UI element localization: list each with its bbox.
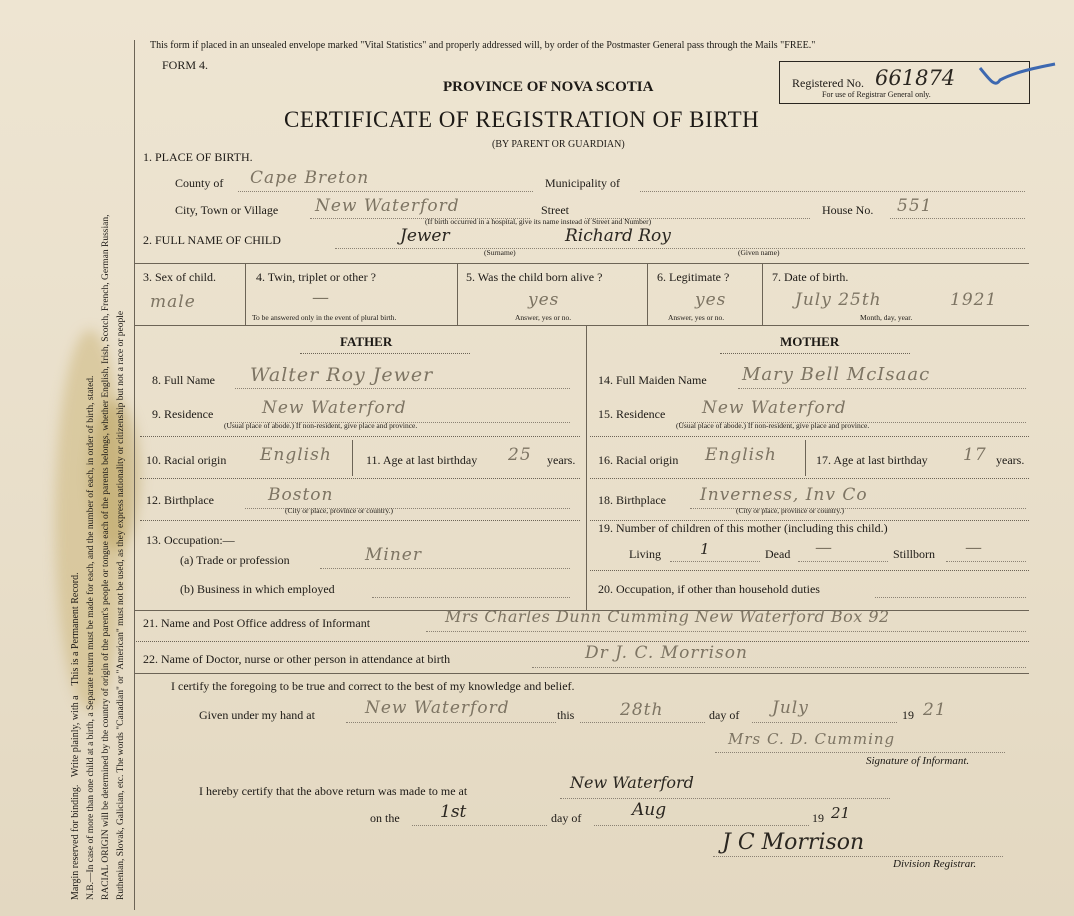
given-year: 21 [923, 700, 947, 720]
given-place: New Waterford [365, 698, 510, 718]
certify-text: I certify the foregoing to be true and correct to the best of my knowledge and belief. [171, 679, 575, 693]
hospital-note: (If birth occurred in a hospital, give its name instead of Street and Number) [425, 217, 652, 226]
city-label: City, Town or Village [175, 203, 279, 217]
twin-note: To be answered only in the event of plural birth. [252, 313, 397, 322]
father-residence-label: 9. Residence [152, 407, 214, 421]
mother-birthplace-label: 18. Birthplace [598, 493, 666, 507]
given-caption: (Given name) [738, 248, 780, 257]
given-label: Given under my hand at [199, 708, 315, 722]
child-surname: Jewer [400, 226, 450, 246]
father-racial-value: English [260, 445, 332, 465]
registrar-year-prefix: 19 [812, 811, 824, 825]
signature-caption: Signature of Informant. [866, 755, 970, 767]
page-subtitle: (BY PARENT OR GUARDIAN) [492, 139, 625, 150]
dob-year: 1921 [950, 290, 998, 310]
father-residence-note: (Usual place of abode.) If non-resident, give place and province. [224, 421, 418, 430]
mother-racial-value: English [705, 445, 777, 465]
province-heading: PROVINCE OF NOVA SCOTIA [443, 79, 654, 95]
margin-note-binding: Margin reserved for binding. Write plainly, with a This is a Permanent Record. [70, 572, 81, 900]
father-birthplace-value: Boston [268, 485, 334, 505]
given-day-label: day of [709, 708, 740, 722]
registrar-caption: Division Registrar. [893, 858, 977, 870]
father-birthplace-note: (City or place, province or country.) [285, 506, 394, 515]
place-heading: 1. PLACE OF BIRTH. [143, 150, 253, 164]
given-day: 28th [620, 700, 664, 720]
surname-caption: (Surname) [484, 248, 516, 257]
twin-value: — [312, 288, 330, 308]
margin-note-nb: N.B.—In case of more than one child at a birth, a Separate return must be made for each, and the number of each, in order of birth, stated. [86, 375, 96, 900]
mother-occupation-label: 20. Occupation, if other than household duties [598, 582, 820, 596]
father-trade-label: (a) Trade or profession [180, 553, 290, 567]
form-left-border [134, 40, 135, 910]
county-value: Cape Breton [250, 168, 370, 188]
mother-name-value: Mary Bell McIsaac [742, 364, 931, 385]
informant-signature: Mrs C. D. Cumming [728, 730, 896, 748]
mother-years: years. [996, 453, 1025, 467]
mother-heading: MOTHER [780, 334, 840, 349]
mother-residence-label: 15. Residence [598, 407, 666, 421]
alive-value: yes [528, 290, 560, 310]
city-value: New Waterford [315, 196, 460, 216]
dead-label: Dead [765, 547, 791, 561]
father-birthplace-label: 12. Birthplace [146, 493, 214, 507]
alive-label: 5. Was the child born alive ? [466, 270, 603, 284]
given-month: July [772, 698, 809, 718]
registrar-day-label: day of [551, 811, 582, 825]
alive-note: Answer, yes or no. [515, 313, 572, 322]
father-trade-value: Miner [365, 545, 422, 565]
registrar-note: For use of Registrar General only. [822, 90, 931, 99]
stillborn-value: — [965, 538, 983, 558]
mother-birthplace-value: Inverness, Inv Co [700, 485, 868, 505]
mother-age-label: 17. Age at last birthday [816, 453, 928, 467]
page-title: CERTIFICATE OF REGISTRATION OF BIRTH [284, 107, 760, 132]
informant-value: Mrs Charles Dunn Cumming New Waterford Box 92 [445, 607, 890, 626]
legit-label: 6. Legitimate ? [657, 270, 730, 284]
father-age-value: 25 [508, 445, 532, 465]
stillborn-label: Stillborn [893, 547, 936, 561]
living-value: 1 [700, 540, 710, 558]
father-name-value: Walter Roy Jewer [250, 364, 434, 386]
margin-note-racial: RACIAL ORIGIN will be determined by the country of origin of the parent's people or tongue each of the parents belongs, whether English, Irish, Scotch, French, German Russian, [101, 214, 111, 900]
margin-note-racial-2: Ruthenian, Slovak, Galician, etc. The words "Canadian" or "American" must not be used, as they express nationality or citizenship but not a race or people [116, 310, 126, 900]
doctor-value: Dr J. C. Morrison [585, 643, 748, 663]
mother-residence-value: New Waterford [702, 398, 847, 418]
age-stain-2 [90, 400, 140, 550]
mail-note: This form if placed in an unsealed envelope marked "Vital Statistics" and properly addressed will, by order of the Postmaster General pass through the Mails "FREE." [150, 40, 816, 51]
doctor-label: 22. Name of Doctor, nurse or other person in attendance at birth [143, 652, 451, 666]
dead-value: — [815, 538, 833, 558]
father-occupation-label: 13. Occupation:— [146, 533, 235, 547]
mother-name-label: 14. Full Maiden Name [598, 373, 707, 387]
on-the-label: on the [370, 811, 400, 825]
mother-children-label: 19. Number of children of this mother (including this child.) [598, 521, 888, 535]
registrar-text: I hereby certify that the above return was made to me at [199, 784, 468, 798]
father-name-label: 8. Full Name [152, 373, 215, 387]
father-racial-label: 10. Racial origin [146, 453, 227, 467]
registrar-year: 21 [831, 804, 851, 822]
sex-label: 3. Sex of child. [143, 270, 216, 284]
mother-age-value: 17 [963, 445, 987, 465]
legit-value: yes [695, 290, 727, 310]
registrar-place: New Waterford [570, 773, 694, 792]
twin-label: 4. Twin, triplet or other ? [256, 270, 376, 284]
child-given-name: Richard Roy [565, 226, 671, 246]
living-label: Living [629, 547, 661, 561]
father-heading: FATHER [340, 334, 393, 349]
registrar-day: 1st [440, 802, 467, 822]
house-label: House No. [822, 203, 874, 217]
street-label: Street [541, 203, 569, 217]
blue-check-mark [975, 60, 1060, 94]
registered-number: 661874 [875, 66, 956, 90]
dob-label: 7. Date of birth. [772, 270, 849, 284]
this-label: this [557, 708, 575, 722]
form-number: FORM 4. [162, 58, 209, 72]
father-business-label: (b) Business in which employed [180, 582, 335, 596]
dob-note: Month, day, year. [860, 313, 913, 322]
informant-label: 21. Name and Post Office address of Informant [143, 616, 371, 630]
dob-value: July 25th [795, 290, 882, 310]
house-value: 551 [897, 196, 933, 216]
mother-birthplace-note: (City or place, province or country.) [736, 506, 845, 515]
given-year-prefix: 19 [902, 708, 914, 722]
registrar-month: Aug [632, 800, 667, 820]
county-label: County of [175, 176, 224, 190]
mother-racial-label: 16. Racial origin [598, 453, 679, 467]
father-years: years. [547, 453, 576, 467]
sex-value: male [150, 292, 196, 312]
father-age-label: 11. Age at last birthday [366, 453, 478, 467]
municipality-label: Municipality of [545, 176, 620, 190]
registrar-signature: J C Morrison [722, 830, 865, 855]
child-name-label: 2. FULL NAME OF CHILD [143, 233, 281, 247]
legit-note: Answer, yes or no. [668, 313, 725, 322]
father-residence-value: New Waterford [262, 398, 407, 418]
mother-residence-note: (Usual place of abode.) If non-resident, give place and province. [676, 421, 870, 430]
registered-label: Registered No. [792, 76, 864, 90]
